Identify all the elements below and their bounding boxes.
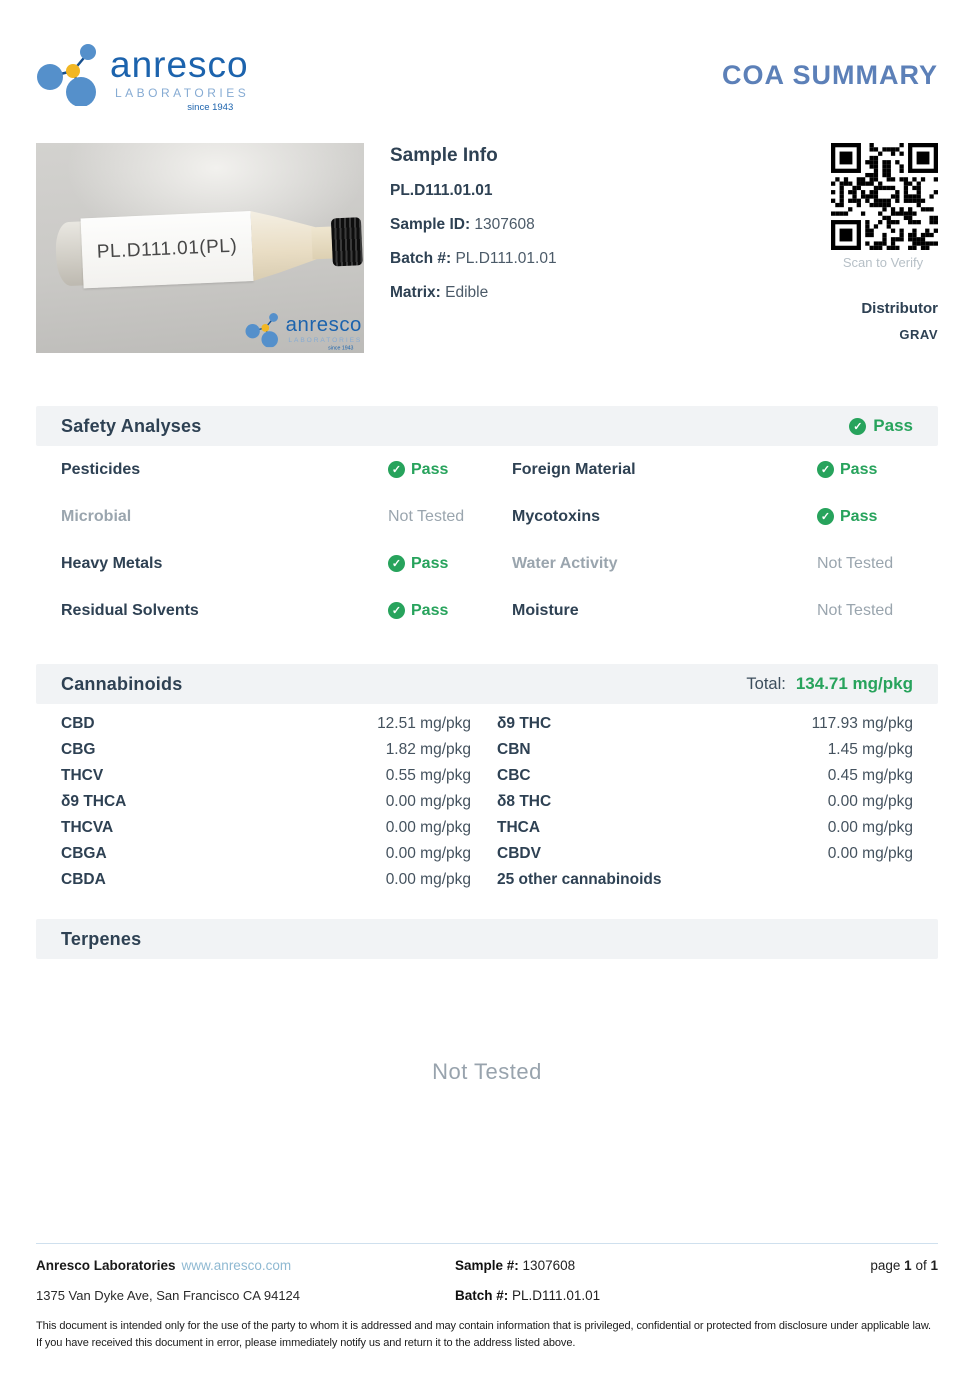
- cannabinoids-section: [36, 664, 938, 893]
- cannabinoid-value: 0.00 mg/pkg: [385, 819, 471, 836]
- molecule-icon: [36, 40, 106, 106]
- safety-item: [487, 446, 938, 493]
- pass-check-icon: ✓: [817, 508, 834, 525]
- sample-fields: [390, 216, 820, 302]
- qr-caption: Scan to Verify: [842, 255, 924, 270]
- analysis-status: [388, 602, 448, 620]
- cannabinoid-name: THCVA: [61, 819, 114, 836]
- cannabinoid-value: 0.45 mg/pkg: [827, 767, 913, 784]
- footer-row-2: [36, 1288, 938, 1303]
- cannabinoid-row: [36, 763, 487, 789]
- pass-check-icon: ✓: [388, 602, 405, 619]
- cannabinoid-name: 25 other cannabinoids: [497, 871, 662, 888]
- cannabinoid-value: 0.55 mg/pkg: [385, 767, 471, 784]
- sample-field: [390, 250, 820, 268]
- product-name: PL.D111.01.01: [390, 182, 493, 199]
- field-label: Sample ID:: [390, 216, 471, 233]
- cannabinoid-name: CBC: [497, 767, 531, 784]
- analysis-status: Not Tested: [817, 601, 894, 619]
- cannabinoid-name: THCV: [61, 767, 104, 784]
- pass-check-icon: ✓: [388, 555, 405, 572]
- analysis-name: Microbial: [61, 507, 132, 525]
- terpenes-header-bar: [36, 919, 938, 959]
- cannabinoid-row: [487, 789, 938, 815]
- pass-text: Pass: [840, 460, 878, 478]
- cannabinoid-name: CBDA: [61, 871, 106, 888]
- footer-address: 1375 Van Dyke Ave, San Francisco CA 94124: [36, 1288, 301, 1303]
- cannabinoids-title: Cannabinoids: [61, 673, 183, 694]
- field-value: Edible: [445, 284, 489, 301]
- logo-since: since 1943: [187, 102, 234, 113]
- qr-code: [831, 143, 938, 250]
- sample-field: [390, 284, 820, 302]
- photo-watermark-logo: [245, 311, 362, 351]
- cannabinoid-row: [487, 737, 938, 763]
- anresco-logo: [36, 40, 249, 113]
- distributor-label: Distributor: [861, 300, 938, 317]
- molecule-icon: [245, 311, 284, 347]
- safety-item: [36, 540, 487, 587]
- safety-overall-status: [849, 416, 913, 436]
- cannabinoid-value: 12.51 mg/pkg: [377, 715, 471, 732]
- cannabinoid-name: δ9 THCA: [61, 793, 127, 810]
- safety-grid: [36, 446, 938, 634]
- header: [36, 0, 938, 113]
- cannabinoid-row: [487, 841, 938, 867]
- cannabinoid-value: 0.00 mg/pkg: [827, 845, 913, 862]
- analysis-name: Mycotoxins: [512, 507, 601, 525]
- sample-info-title: Sample Info: [390, 145, 498, 166]
- logo-text: [110, 46, 249, 113]
- safety-title: Safety Analyses: [61, 415, 202, 436]
- cannabinoids-grid: [36, 711, 938, 893]
- analysis-status: [388, 555, 448, 573]
- cannabinoid-value: 0.00 mg/pkg: [385, 845, 471, 862]
- bottle-label: [81, 211, 254, 288]
- field-label: Batch #:: [390, 250, 452, 267]
- cannabinoid-name: CBGA: [61, 845, 107, 862]
- sample-details: [390, 143, 820, 353]
- footer-disclaimer: This document is intended only for the use of the party to whom it is addressed and may contain information that is privileged, confidential or protected from disclosure under applicable law. If you have received this document in error, please immediately notify us and return it to the address listed above.: [36, 1320, 932, 1350]
- distributor-value: GRAV: [899, 327, 938, 342]
- terpenes-title: Terpenes: [61, 928, 142, 949]
- cannabinoid-row: [36, 711, 487, 737]
- footer-page-indicator: page 1 of 1: [870, 1258, 938, 1273]
- cannabinoid-value: 1.45 mg/pkg: [827, 741, 913, 758]
- analysis-status: [388, 461, 448, 479]
- analysis-name: Residual Solvents: [61, 601, 199, 619]
- footer-sample-label: Sample #:: [455, 1258, 519, 1273]
- cannabinoid-name: CBD: [61, 715, 95, 732]
- analysis-status: [817, 508, 877, 526]
- page-title: COA SUMMARY: [722, 60, 938, 90]
- pass-check-icon: ✓: [817, 461, 834, 478]
- overall-pass-text: Pass: [873, 416, 913, 435]
- cannabinoid-name: CBN: [497, 741, 531, 758]
- footer-sample: [455, 1258, 870, 1273]
- cannabinoid-row: [36, 867, 487, 893]
- cannabinoid-row: [36, 737, 487, 763]
- safety-item: [36, 446, 487, 493]
- total-value: 134.71 mg/pkg: [795, 674, 913, 693]
- footer-row-1: [36, 1257, 938, 1275]
- pass-text: Pass: [411, 460, 449, 478]
- cannabinoid-name: δ8 THC: [497, 793, 552, 810]
- bottle-shoulder: [250, 208, 317, 281]
- analysis-status: [817, 461, 877, 479]
- product-photo: [36, 143, 364, 353]
- safety-header-bar: [36, 406, 938, 446]
- footer-sample-value: 1307608: [522, 1258, 576, 1273]
- analysis-status: Not Tested: [388, 507, 465, 525]
- safety-item: [487, 493, 938, 540]
- pass-check-icon: ✓: [388, 461, 405, 478]
- sample-field: [390, 216, 820, 234]
- analysis-status: Not Tested: [817, 554, 894, 572]
- cannabinoid-row: [487, 711, 938, 737]
- cannabinoid-value: 117.93 mg/pkg: [811, 715, 913, 732]
- cannabinoids-header-bar: [36, 664, 938, 704]
- logo-text: anresco LABORATORIES since 1943: [285, 313, 362, 351]
- safety-item: [36, 493, 487, 540]
- cannabinoid-value: 0.00 mg/pkg: [385, 871, 471, 888]
- footer-batch-value: PL.D111.01.01: [512, 1288, 601, 1303]
- terpenes-status: Not Tested: [432, 1059, 542, 1084]
- analysis-name: Pesticides: [61, 460, 141, 478]
- cannabinoid-name: CBG: [61, 741, 96, 758]
- footer-batch-label: Batch #:: [455, 1288, 509, 1303]
- cannabinoid-row: [36, 841, 487, 867]
- bottle-label-text: PL.D111.01(PL): [96, 235, 238, 263]
- footer-batch: [455, 1288, 938, 1303]
- field-value: PL.D111.01.01: [455, 250, 557, 267]
- pass-text: Pass: [411, 554, 449, 572]
- footer-company: Anresco Laboratories: [36, 1258, 176, 1273]
- cannabinoid-row: [487, 815, 938, 841]
- safety-analyses-section: [36, 406, 938, 634]
- analysis-name: Foreign Material: [512, 460, 636, 478]
- cannabinoid-row: [36, 815, 487, 841]
- terpenes-section: [36, 919, 938, 1085]
- cannabinoid-name: CBDV: [497, 845, 541, 862]
- bottle-cap: [331, 217, 363, 266]
- footer: [36, 1243, 938, 1352]
- cannabinoid-name: δ9 THC: [497, 715, 552, 732]
- analysis-name: Water Activity: [512, 554, 618, 572]
- safety-item: [36, 587, 487, 634]
- field-label: Matrix:: [390, 284, 441, 301]
- cannabinoid-row: [487, 763, 938, 789]
- field-value: 1307608: [474, 216, 535, 233]
- bottle-image: [55, 206, 358, 289]
- footer-company-line: [36, 1257, 455, 1275]
- cannabinoid-name: THCA: [497, 819, 541, 836]
- pass-check-icon: ✓: [849, 418, 866, 435]
- cannabinoid-row: [36, 789, 487, 815]
- cannabinoid-value: 0.00 mg/pkg: [827, 793, 913, 810]
- cannabinoid-row: [487, 867, 938, 893]
- sample-info-section: [36, 143, 938, 353]
- pass-text: Pass: [840, 507, 878, 525]
- cannabinoid-value: 0.00 mg/pkg: [827, 819, 913, 836]
- safety-item: [487, 587, 938, 634]
- cannabinoid-value: 1.82 mg/pkg: [385, 741, 471, 758]
- analysis-name: Moisture: [512, 601, 579, 619]
- verify-block: [828, 143, 938, 353]
- total-label: Total:: [746, 675, 786, 693]
- logo-wordmark: anresco: [110, 44, 249, 85]
- footer-website-link[interactable]: www.anresco.com: [181, 1258, 292, 1273]
- safety-item: [487, 540, 938, 587]
- cannabinoid-value: 0.00 mg/pkg: [385, 793, 471, 810]
- cannabinoids-total: [746, 674, 913, 694]
- logo-subtitle: LABORATORIES: [115, 86, 250, 100]
- pass-text: Pass: [411, 601, 449, 619]
- analysis-name: Heavy Metals: [61, 554, 163, 572]
